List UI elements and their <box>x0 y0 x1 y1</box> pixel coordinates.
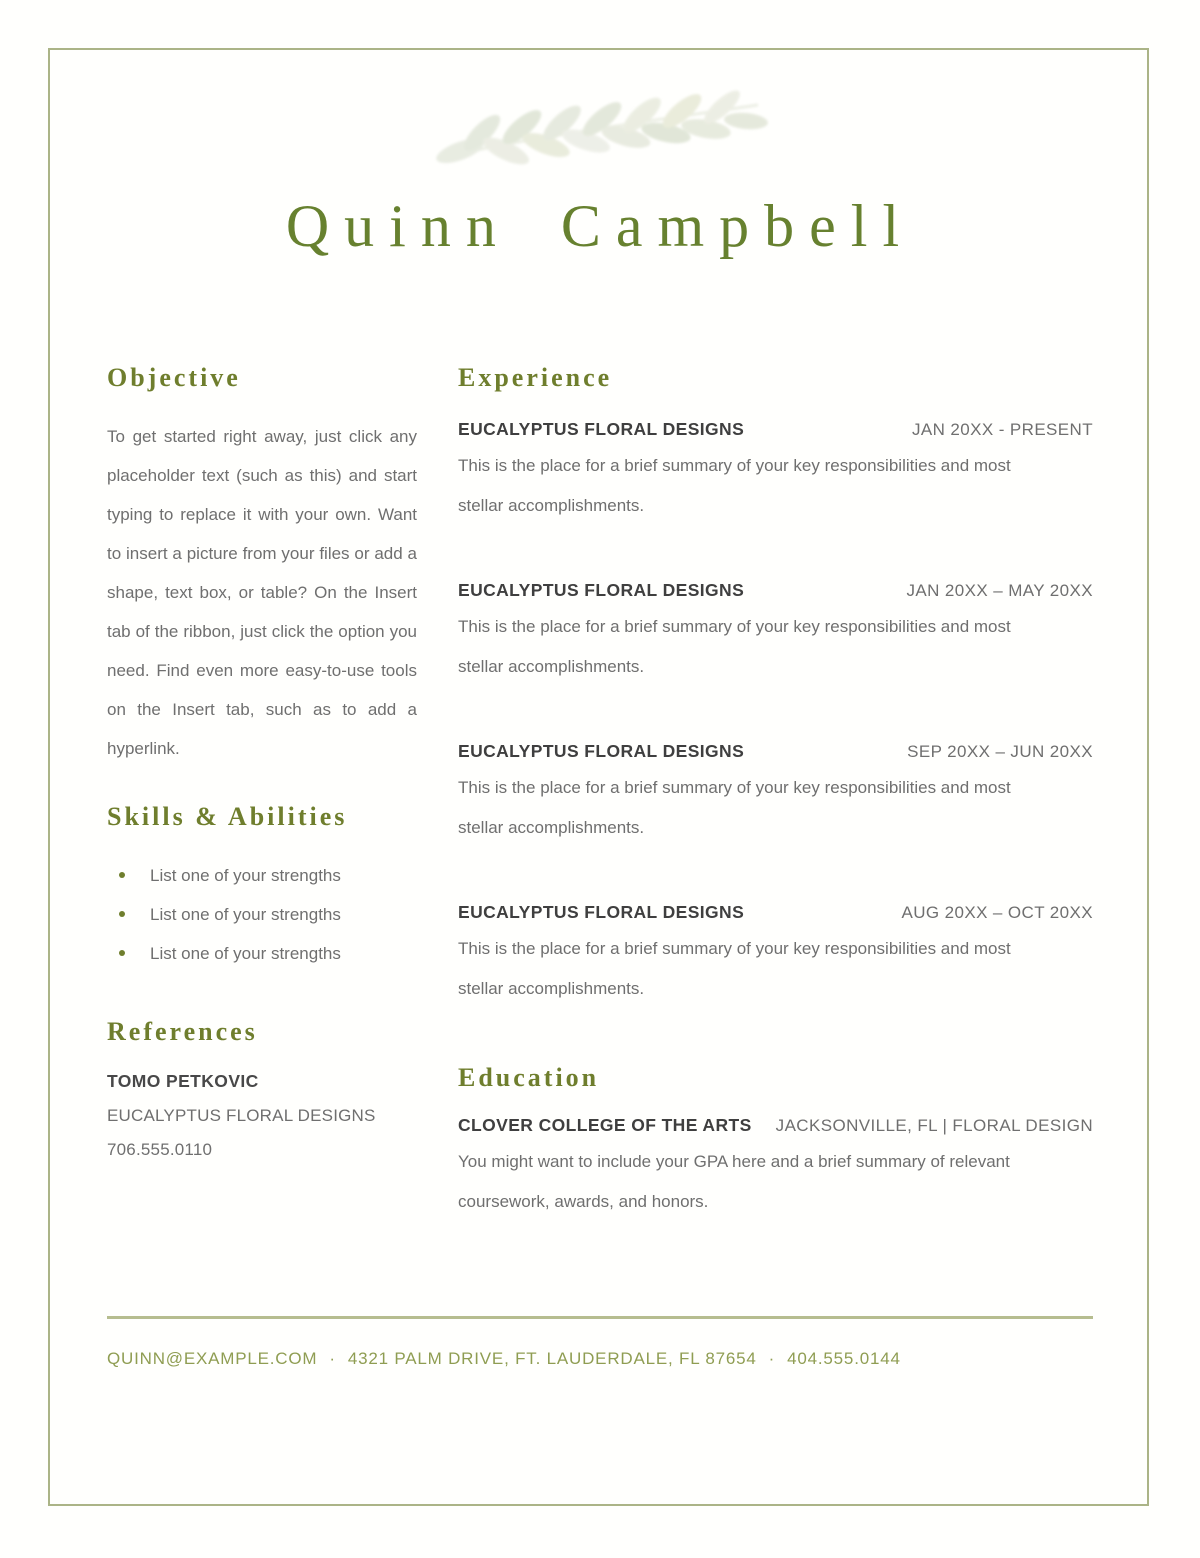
experience-company: EUCALYPTUS FLORAL DESIGNS <box>458 741 745 761</box>
skill-item-label: List one of your strengths <box>150 905 341 924</box>
footer-address: 4321 PALM DRIVE, FT. LAUDERDALE, FL 87654 <box>347 1349 757 1368</box>
footer-separator: · <box>329 1349 336 1368</box>
experience-summary: This is the place for a brief summary of your key responsibilities and most stellar accomplishments. <box>458 778 1011 837</box>
bullet-icon <box>119 950 125 956</box>
experience-entry-header <box>458 419 1093 440</box>
skills-heading: Skills & Abilities <box>107 802 348 831</box>
eucalyptus-branch-icon <box>430 75 770 185</box>
education-school: CLOVER COLLEGE OF THE ARTS <box>458 1115 752 1135</box>
experience-section <box>458 363 1093 1009</box>
experience-entry-header <box>458 741 1093 762</box>
footer <box>107 1316 1093 1369</box>
objective-section <box>107 363 417 768</box>
left-column <box>107 363 417 1276</box>
experience-entry <box>458 741 1093 848</box>
experience-summary: This is the place for a brief summary of your key responsibilities and most stellar accomplishments. <box>458 617 1011 676</box>
footer-phone: 404.555.0144 <box>787 1349 901 1368</box>
skill-item <box>107 895 417 934</box>
experience-dates: JAN 20XX – MAY 20XX <box>906 581 1093 600</box>
education-heading: Education <box>458 1063 600 1092</box>
references-section <box>107 1017 417 1160</box>
skill-item-label: List one of your strengths <box>150 866 341 885</box>
footer-rule <box>107 1316 1093 1319</box>
education-location: JACKSONVILLE, FL | FLORAL DESIGN <box>775 1116 1093 1135</box>
experience-dates: AUG 20XX – OCT 20XX <box>901 903 1093 922</box>
education-section <box>458 1063 1093 1222</box>
main-content <box>107 363 1093 1276</box>
experience-company: EUCALYPTUS FLORAL DESIGNS <box>458 419 745 439</box>
objective-heading: Objective <box>107 363 241 392</box>
right-column <box>458 363 1093 1276</box>
experience-company: EUCALYPTUS FLORAL DESIGNS <box>458 580 745 600</box>
experience-company: EUCALYPTUS FLORAL DESIGNS <box>458 902 745 922</box>
footer-separator: · <box>768 1349 776 1368</box>
bullet-icon <box>119 872 125 878</box>
skills-list <box>107 856 417 973</box>
experience-entry <box>458 580 1093 687</box>
experience-entry <box>458 902 1093 1009</box>
bullet-icon <box>119 911 125 917</box>
reference-contact-name: TOMO PETKOVIC <box>107 1071 259 1091</box>
experience-heading: Experience <box>458 363 613 392</box>
skill-item-label: List one of your strengths <box>150 944 341 963</box>
reference-phone: 706.555.0110 <box>107 1140 213 1159</box>
experience-summary: This is the place for a brief summary of your key responsibilities and most stellar accomplishments. <box>458 939 1011 998</box>
objective-text: To get started right away, just click any placeholder text (such as this) and start typing to replace it with your own. Want to insert a picture from your files or add a shape, text box, or table? On the Insert tab of the ribbon, just click the option you need. Find even more easy-to-use tools on the Insert tab, such as to add a hyperlink. <box>107 427 417 758</box>
skills-section <box>107 802 417 973</box>
education-entry-header <box>458 1115 1093 1136</box>
experience-entry-header <box>458 902 1093 923</box>
experience-entry-header <box>458 580 1093 601</box>
education-summary: You might want to include your GPA here and a brief summary of relevant coursework, awards, and honors. <box>458 1152 1010 1211</box>
education-entry <box>458 1115 1093 1222</box>
references-heading: References <box>107 1017 258 1046</box>
experience-summary: This is the place for a brief summary of your key responsibilities and most stellar accomplishments. <box>458 456 1011 515</box>
skill-item <box>107 934 417 973</box>
reference-company: EUCALYPTUS FLORAL DESIGNS <box>107 1106 376 1125</box>
skill-item <box>107 856 417 895</box>
footer-contact-line <box>107 1349 1093 1369</box>
footer-email: QUINN@EXAMPLE.COM <box>107 1349 318 1368</box>
experience-dates: SEP 20XX – JUN 20XX <box>907 742 1093 761</box>
experience-entry <box>458 419 1093 526</box>
experience-dates: JAN 20XX - PRESENT <box>911 420 1093 439</box>
person-name: Quinn Campbell <box>285 193 915 259</box>
